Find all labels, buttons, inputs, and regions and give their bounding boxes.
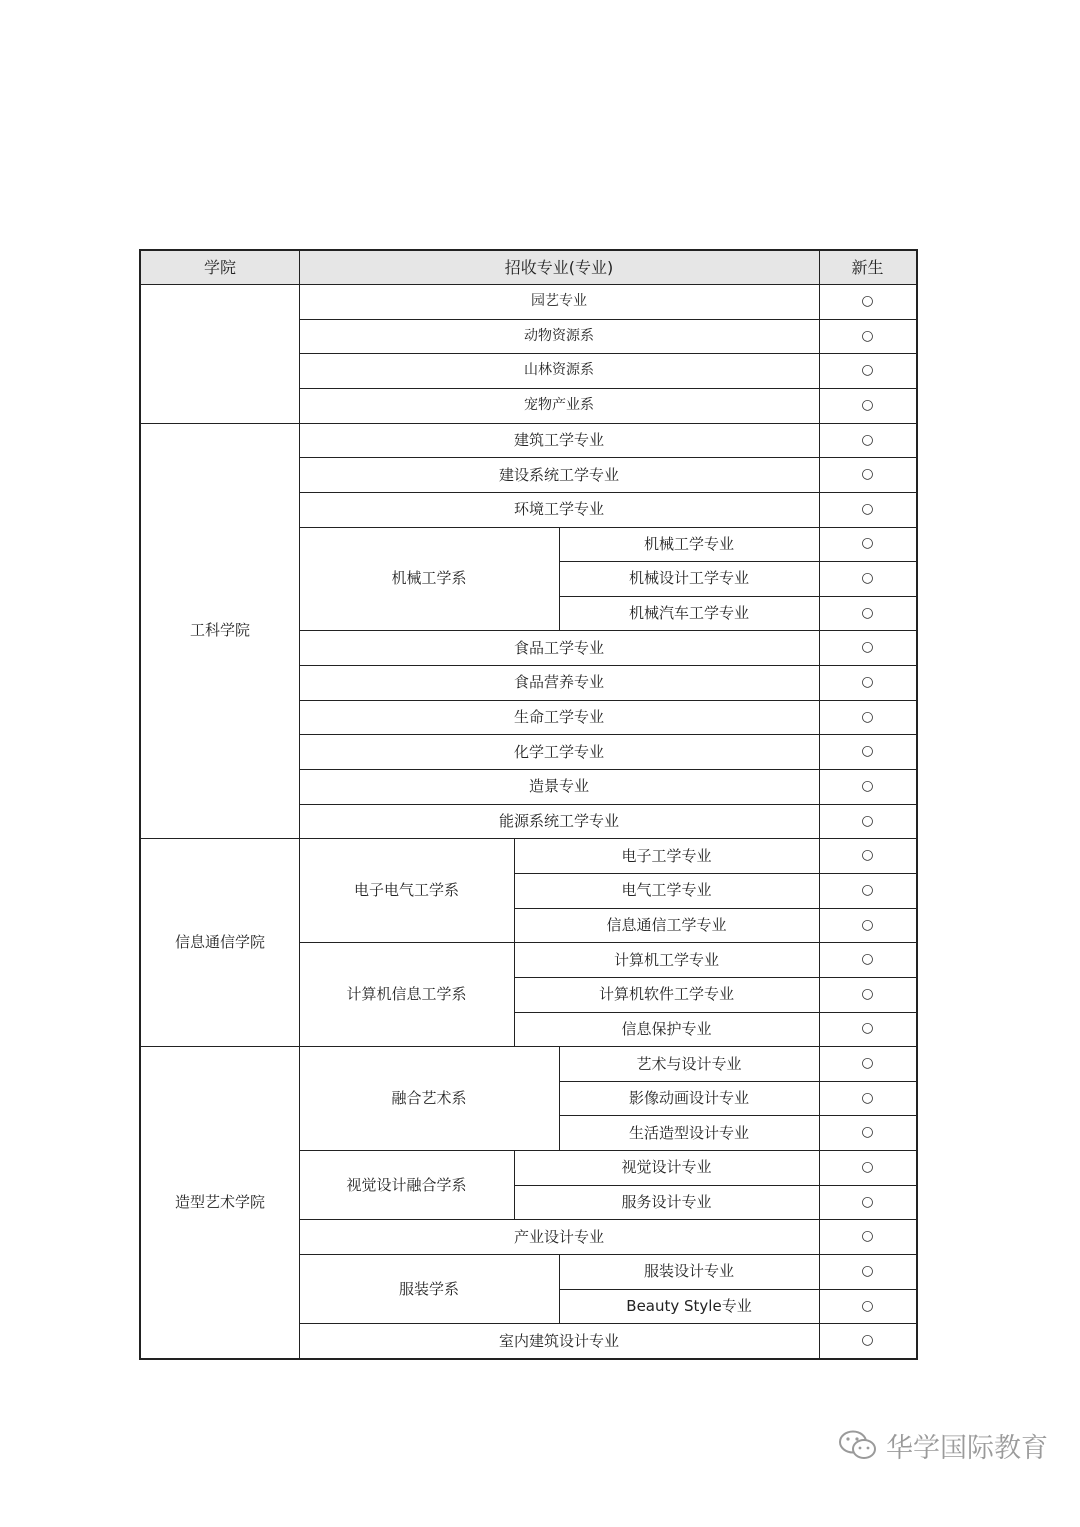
watermark-text: 华学国际教育: [886, 1432, 1048, 1464]
availability-mark: ○: [861, 812, 874, 829]
department-label: 电子电气工学系: [353, 881, 459, 900]
major-name: 产业设计专业: [513, 1227, 604, 1246]
major-name: 计算机软件工学专业: [598, 985, 734, 1004]
major-name: 服务设计专业: [621, 1193, 712, 1212]
major-name: 计算机工学专业: [613, 950, 719, 969]
header-college: 学院: [141, 251, 299, 284]
availability-mark: ○: [861, 708, 874, 725]
availability-mark: ○: [861, 1193, 874, 1210]
availability-mark: ○: [861, 1089, 874, 1106]
availability-mark: ○: [861, 777, 874, 794]
availability-mark: ○: [861, 292, 874, 309]
availability-mark: ○: [861, 1159, 874, 1176]
major-name: 电气工学专业: [621, 881, 712, 900]
major-name: 生活造型设计专业: [628, 1123, 749, 1142]
majors-table: [139, 249, 918, 1360]
college-name: 造型艺术学院: [174, 1193, 265, 1212]
major-name: 食品工学专业: [513, 638, 604, 657]
availability-mark: ○: [861, 327, 874, 344]
major-name: 生命工学专业: [513, 708, 604, 727]
availability-mark: ○: [861, 362, 874, 379]
major-name: Beauty Style专业: [626, 1297, 752, 1316]
major-name: 视觉设计专业: [621, 1158, 712, 1177]
header-major: 招收专业(专业): [299, 251, 819, 284]
availability-mark: ○: [861, 951, 874, 968]
availability-mark: ○: [861, 743, 874, 760]
availability-mark: ○: [861, 639, 874, 656]
major-name: 宠物产业系: [524, 396, 594, 413]
major-name: 环境工学专业: [513, 500, 604, 519]
major-name: 机械汽车工学专业: [628, 604, 749, 623]
major-name: 信息通信工学专业: [606, 915, 727, 934]
major-name: 造景专业: [528, 777, 589, 796]
availability-mark: ○: [861, 431, 874, 448]
availability-mark: ○: [861, 604, 874, 621]
major-name: 影像动画设计专业: [628, 1089, 749, 1108]
major-name: 艺术与设计专业: [636, 1054, 742, 1073]
major-name: 动物资源系: [524, 327, 594, 344]
college-name: 工科学院: [189, 621, 250, 640]
availability-mark: ○: [861, 1124, 874, 1141]
department-label: 计算机信息工学系: [346, 985, 467, 1004]
department-label: 机械工学系: [391, 569, 467, 588]
major-name: 电子工学专业: [621, 846, 712, 865]
major-name: 能源系统工学专业: [498, 811, 619, 830]
availability-mark: ○: [861, 985, 874, 1002]
availability-mark: ○: [861, 916, 874, 933]
watermark: [838, 1423, 1048, 1467]
major-name: 建筑工学专业: [513, 430, 604, 449]
department-label: 服装学系: [398, 1279, 459, 1298]
major-name: 建设系统工学专业: [498, 465, 619, 484]
availability-mark: ○: [861, 1228, 874, 1245]
availability-mark: ○: [861, 570, 874, 587]
department-label: 融合艺术系: [391, 1089, 467, 1108]
major-name: 机械工学专业: [643, 534, 734, 553]
major-name: 园艺专业: [531, 292, 587, 309]
availability-mark: ○: [861, 881, 874, 898]
major-name: 服装设计专业: [643, 1262, 734, 1281]
availability-mark: ○: [861, 535, 874, 552]
availability-mark: ○: [861, 466, 874, 483]
availability-mark: ○: [861, 500, 874, 517]
availability-mark: ○: [861, 674, 874, 691]
major-name: 化学工学专业: [513, 742, 604, 761]
wechat-icon: [838, 1429, 878, 1461]
availability-mark: ○: [861, 1297, 874, 1314]
major-name: 食品营养专业: [513, 673, 604, 692]
college-name: 信息通信学院: [174, 933, 265, 952]
availability-mark: ○: [861, 396, 874, 413]
availability-mark: ○: [861, 1332, 874, 1349]
availability-mark: ○: [861, 847, 874, 864]
department-label: 视觉设计融合学系: [346, 1175, 467, 1194]
availability-mark: ○: [861, 1055, 874, 1072]
major-name: 信息保护专业: [621, 1019, 712, 1038]
major-name: 机械设计工学专业: [628, 569, 749, 588]
major-name: 室内建筑设计专业: [498, 1331, 619, 1350]
availability-mark: ○: [861, 1020, 874, 1037]
major-name: 山林资源系: [524, 362, 594, 379]
availability-mark: ○: [861, 1262, 874, 1279]
header-newcomer: 新生: [819, 251, 916, 284]
college-name: [141, 284, 299, 423]
